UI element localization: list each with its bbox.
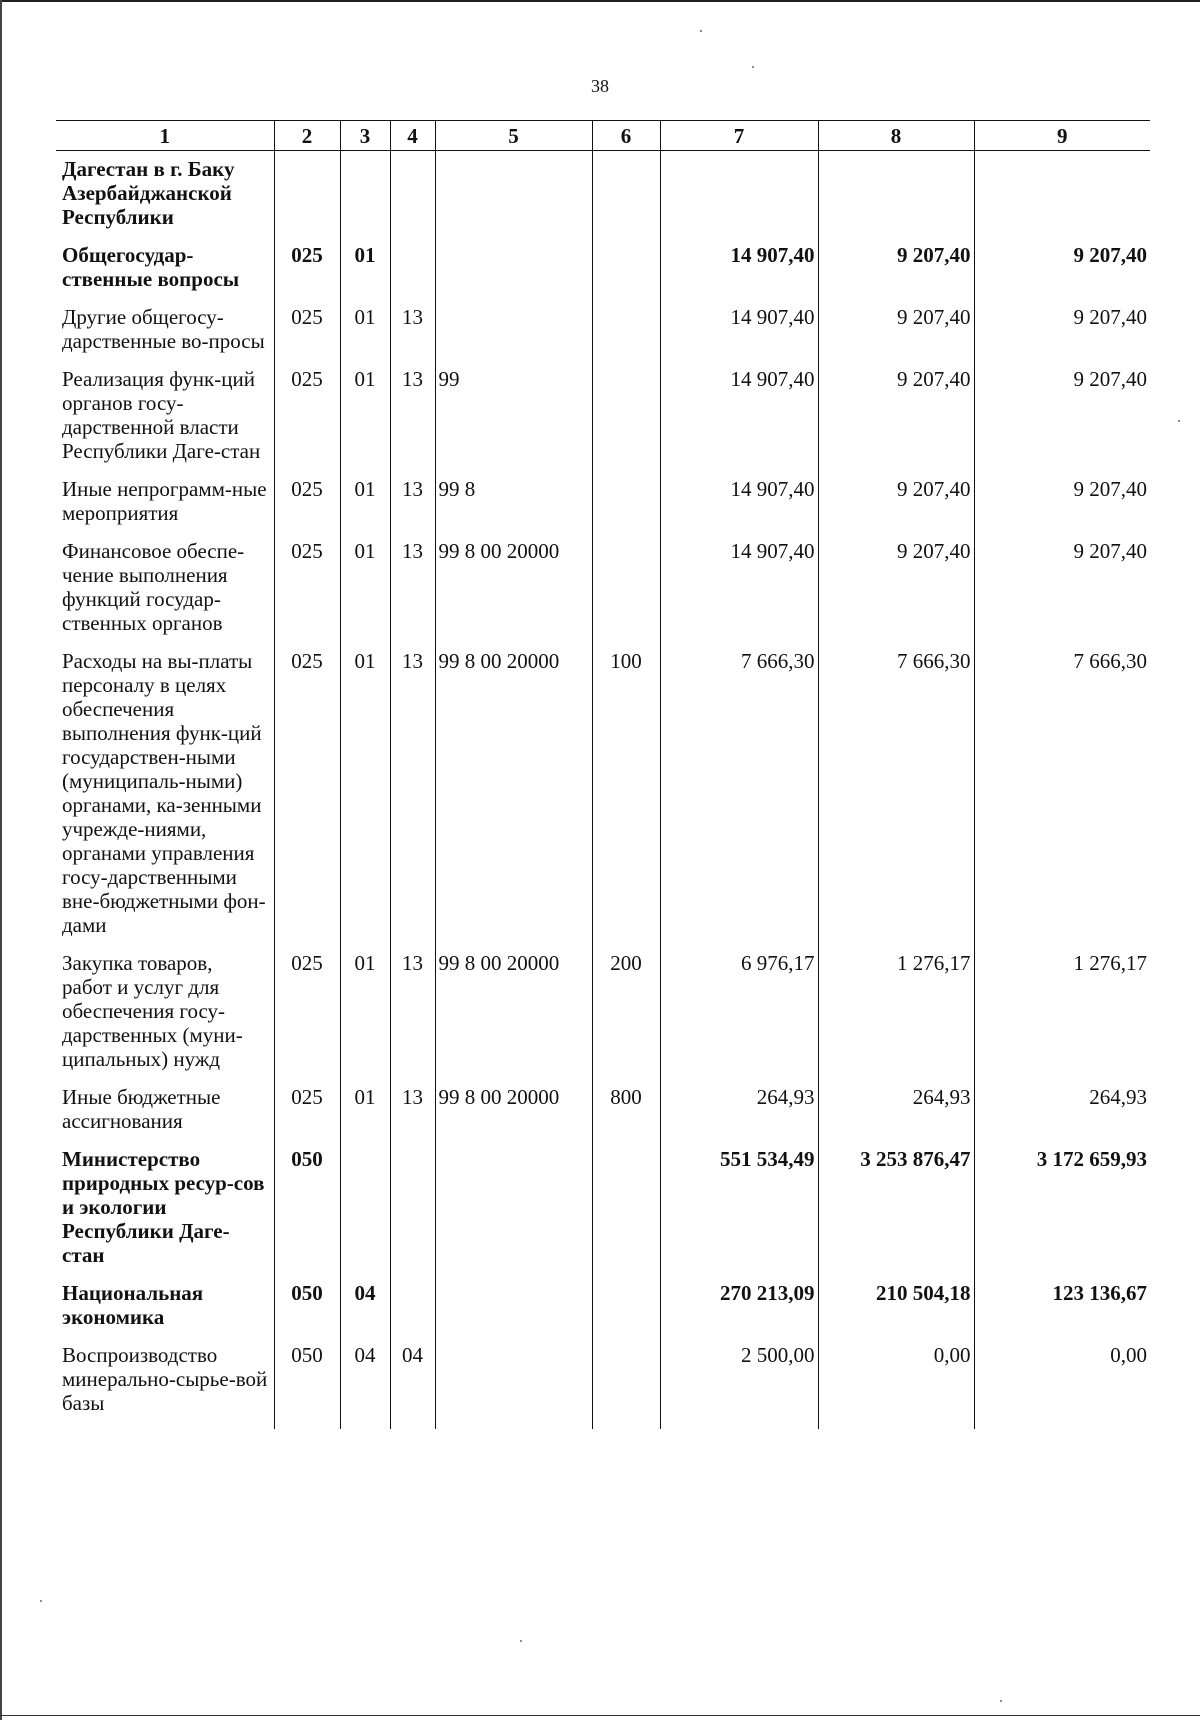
header-col-8: 8: [818, 121, 974, 151]
cell-col-8: 9 207,40: [818, 477, 974, 539]
table-row: [56, 367, 1150, 477]
header-col-4: 4: [390, 121, 435, 151]
row-name: Другие общегосу-дарственные во-просы: [62, 305, 265, 353]
cell-col-7: 264,93: [660, 1085, 818, 1147]
table-row: [56, 1147, 1150, 1281]
cell-col-4: 13: [390, 951, 435, 1085]
cell-col-9: 9 207,40: [974, 539, 1150, 649]
row-name: Дагестан в г. Баку Азербайджанской Республики: [62, 157, 235, 229]
cell-col-5: 99 8 00 20000: [435, 649, 592, 951]
table-row: [56, 539, 1150, 649]
cell-col-5: 99 8 00 20000: [435, 539, 592, 649]
cell-col-8: 1 276,17: [818, 951, 974, 1085]
cell-col-7: 6 976,17: [660, 951, 818, 1085]
cell-col-8: 9 207,40: [818, 243, 974, 305]
cell-col-5: [435, 1343, 592, 1429]
table-row: [56, 151, 1150, 244]
cell-col-6: [592, 1281, 660, 1343]
cell-col-8: 210 504,18: [818, 1281, 974, 1343]
cell-col-4: 04: [390, 1343, 435, 1429]
table-row: [56, 1281, 1150, 1343]
cell-col-4: [390, 1147, 435, 1281]
cell-col-2: 025: [274, 305, 340, 367]
cell-col-7: 7 666,30: [660, 649, 818, 951]
cell-col-2: 025: [274, 243, 340, 305]
row-name: Общегосудар-ственные вопросы: [62, 243, 240, 291]
cell-col-6: [592, 477, 660, 539]
cell-col-9: 1 276,17: [974, 951, 1150, 1085]
scan-speck: [40, 1600, 42, 1602]
cell-col-3: 04: [340, 1281, 390, 1343]
cell-col-3: 01: [340, 367, 390, 477]
cell-col-8: 9 207,40: [818, 367, 974, 477]
cell-col-6: [592, 1147, 660, 1281]
cell-col-3: 04: [340, 1343, 390, 1429]
cell-col-5: 99: [435, 367, 592, 477]
cell-col-8: 264,93: [818, 1085, 974, 1147]
cell-col-3: 01: [340, 243, 390, 305]
row-name: Национальная экономика: [62, 1281, 204, 1329]
table-header-row: [56, 121, 1150, 151]
cell-col-2: [274, 151, 340, 244]
cell-col-4: 13: [390, 367, 435, 477]
cell-col-7: 14 907,40: [660, 243, 818, 305]
cell-col-8: 0,00: [818, 1343, 974, 1429]
row-name: Финансовое обеспе-чение выполнения функций государ-ственных органов: [62, 539, 245, 635]
scan-speck: [700, 30, 702, 32]
cell-col-7: 14 907,40: [660, 367, 818, 477]
cell-col-2: 050: [274, 1281, 340, 1343]
cell-col-6: [592, 1343, 660, 1429]
cell-col-6: 100: [592, 649, 660, 951]
cell-col-2: 025: [274, 539, 340, 649]
cell-col-5: 99 8: [435, 477, 592, 539]
cell-col-3: [340, 151, 390, 244]
cell-col-3: 01: [340, 1085, 390, 1147]
cell-col-9: [974, 151, 1150, 244]
scan-speck: [752, 66, 754, 68]
cell-col-9: 9 207,40: [974, 305, 1150, 367]
cell-col-5: [435, 1147, 592, 1281]
cell-col-3: 01: [340, 305, 390, 367]
cell-col-3: 01: [340, 477, 390, 539]
cell-col-5: [435, 1281, 592, 1343]
cell-col-9: 3 172 659,93: [974, 1147, 1150, 1281]
cell-col-8: [818, 151, 974, 244]
cell-col-3: 01: [340, 649, 390, 951]
row-name: Реализация функ-ций органов госу-дарственной власти Республики Даге-стан: [62, 367, 261, 463]
cell-col-2: 025: [274, 367, 340, 477]
cell-col-5: [435, 243, 592, 305]
cell-col-5: 99 8 00 20000: [435, 951, 592, 1085]
header-col-3: 3: [340, 121, 390, 151]
cell-col-2: 050: [274, 1343, 340, 1429]
cell-col-4: [390, 243, 435, 305]
table-row: [56, 649, 1150, 951]
cell-col-7: 14 907,40: [660, 477, 818, 539]
cell-col-3: 01: [340, 951, 390, 1085]
header-col-9: 9: [974, 121, 1150, 151]
cell-col-2: 025: [274, 951, 340, 1085]
row-name: Иные бюджетные ассигнования: [62, 1085, 221, 1133]
cell-col-5: 99 8 00 20000: [435, 1085, 592, 1147]
cell-col-4: [390, 1281, 435, 1343]
cell-col-6: [592, 367, 660, 477]
cell-col-4: 13: [390, 649, 435, 951]
page-number: 38: [591, 76, 609, 96]
cell-col-2: 025: [274, 1085, 340, 1147]
cell-col-5: [435, 151, 592, 244]
cell-col-6: 200: [592, 951, 660, 1085]
row-name: Закупка товаров, работ и услуг для обеспечения госу-дарственных (муни-ципальных) нужд: [62, 951, 243, 1071]
cell-col-9: 9 207,40: [974, 477, 1150, 539]
row-name: Расходы на вы-платы персоналу в целях обеспечения выполнения функ-ций государствен-ными (муниципаль-ными) органами, ка-зенными учрежде-ниями, органами управления госу-дарственными вне-бюджетными фон-дами: [62, 649, 266, 937]
cell-col-2: 025: [274, 477, 340, 539]
header-col-2: 2: [274, 121, 340, 151]
scan-top-edge: [0, 0, 1200, 2]
cell-col-4: 13: [390, 477, 435, 539]
row-name: Иные непрограмм-ные мероприятия: [62, 477, 267, 525]
table-row: [56, 1085, 1150, 1147]
cell-col-9: 123 136,67: [974, 1281, 1150, 1343]
table-row: [56, 1343, 1150, 1429]
header-col-6: 6: [592, 121, 660, 151]
header-col-5: 5: [435, 121, 592, 151]
cell-col-7: 551 534,49: [660, 1147, 818, 1281]
cell-col-6: [592, 151, 660, 244]
header-col-7: 7: [660, 121, 818, 151]
cell-col-4: 13: [390, 305, 435, 367]
cell-col-4: 13: [390, 1085, 435, 1147]
table-row: [56, 951, 1150, 1085]
cell-col-8: 7 666,30: [818, 649, 974, 951]
cell-col-7: 2 500,00: [660, 1343, 818, 1429]
cell-col-6: [592, 243, 660, 305]
table-body: [56, 151, 1150, 1430]
cell-col-7: 14 907,40: [660, 539, 818, 649]
scan-speck: [520, 1640, 522, 1642]
cell-col-2: 050: [274, 1147, 340, 1281]
cell-col-9: 264,93: [974, 1085, 1150, 1147]
cell-col-4: 13: [390, 539, 435, 649]
cell-col-8: 9 207,40: [818, 305, 974, 367]
cell-col-3: 01: [340, 539, 390, 649]
cell-col-8: 9 207,40: [818, 539, 974, 649]
scan-speck: [1178, 420, 1180, 422]
scan-speck: [1000, 1700, 1002, 1702]
cell-col-5: [435, 305, 592, 367]
row-name: Министерство природных ресур-сов и экологии Республики Даге-стан: [62, 1147, 265, 1267]
budget-table: [56, 120, 1150, 1429]
cell-col-9: 9 207,40: [974, 367, 1150, 477]
cell-col-7: [660, 151, 818, 244]
cell-col-7: 14 907,40: [660, 305, 818, 367]
table-row: [56, 243, 1150, 305]
table-row: [56, 305, 1150, 367]
cell-col-6: [592, 539, 660, 649]
table-row: [56, 477, 1150, 539]
scan-left-edge: [0, 0, 2, 1720]
scan-bottom-edge: [0, 1715, 1200, 1716]
header-col-1: 1: [56, 121, 274, 151]
cell-col-3: [340, 1147, 390, 1281]
cell-col-9: 0,00: [974, 1343, 1150, 1429]
cell-col-2: 025: [274, 649, 340, 951]
cell-col-7: 270 213,09: [660, 1281, 818, 1343]
cell-col-4: [390, 151, 435, 244]
cell-col-8: 3 253 876,47: [818, 1147, 974, 1281]
row-name: Воспроизводство минерально-сырье-вой базы: [62, 1343, 268, 1415]
cell-col-9: 7 666,30: [974, 649, 1150, 951]
cell-col-9: 9 207,40: [974, 243, 1150, 305]
cell-col-6: 800: [592, 1085, 660, 1147]
cell-col-6: [592, 305, 660, 367]
